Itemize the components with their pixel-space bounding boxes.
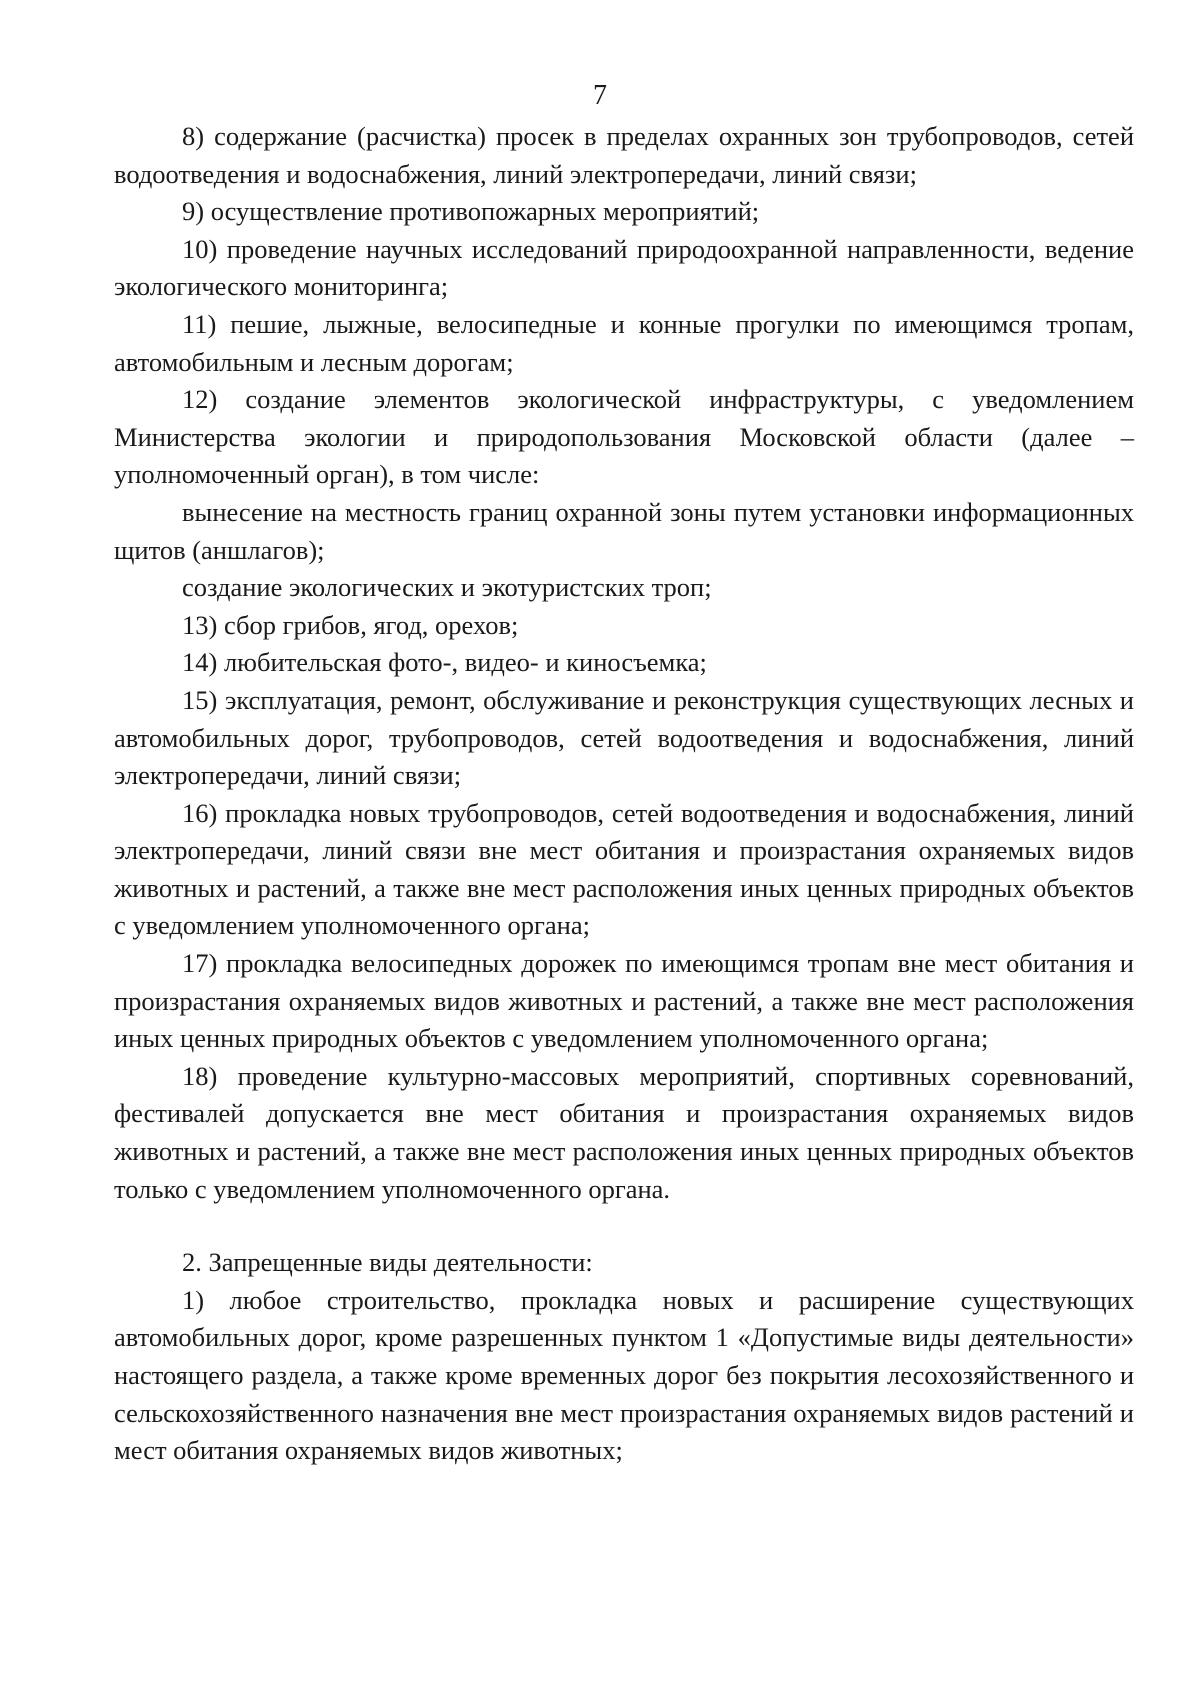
- document-body: [114, 118, 1134, 1470]
- paragraph-item-17: 17) прокладка велосипедных дорожек по имеющимся тропам вне мест обитания и произрастания охраняемых видов животных и растений, а также вне мест расположения иных ценных природных объектов с уведомлением уполномоченного органа;: [114, 948, 1134, 1054]
- paragraph-item-16: 16) прокладка новых трубопроводов, сетей водоотведения и водоснабжения, линий электропередачи, линий связи вне мест обитания и произрастания охраняемых видов животных и растений, а также вне мест расположения иных ценных природных объектов с уведомлением уполномоченного органа;: [114, 797, 1134, 941]
- paragraph-item-15: 15) эксплуатация, ремонт, обслуживание и реконструкция существующих лесных и автомобильных дорог, трубопроводов, сетей водоотведения и водоснабжения, линий электропередачи, линий связи;: [114, 684, 1134, 791]
- prohibited-item-1: 1) любое строительство, прокладка новых и расширение существующих автомобильных дорог, кроме разрешенных пунктом 1 «Допустимые виды деятельности» настоящего раздела, а также кроме временных дорог без покрытия лесохозяйственного и сельскохозяйственного назначения вне мест произрастания охраняемых видов растений и мест обитания охраняемых видов животных;: [114, 1284, 1134, 1466]
- paragraph-item-13: 13) сбор грибов, ягод, орехов;: [182, 609, 519, 640]
- paragraph-item-14: 14) любительская фото-, видео- и киносъемка;: [182, 647, 707, 678]
- paragraph-item-11: 11) пешие, лыжные, велосипедные и конные прогулки по имеющимся тропам, автомобильным и лесным дорогам;: [114, 308, 1134, 377]
- paragraph-item-10: 10) проведение научных исследований природоохранной направленности, ведение экологического мониторинга;: [114, 233, 1134, 302]
- page-number: 7: [593, 80, 607, 111]
- paragraph-item-9: 9) осуществление противопожарных мероприятий;: [182, 196, 760, 227]
- section-heading-prohibited: 2. Запрещенные виды деятельности:: [182, 1247, 593, 1278]
- paragraph-item-8: 8) содержание (расчистка) просек в пределах охранных зон трубопроводов, сетей водоотведения и водоснабжения, линий электропередачи, линий связи;: [114, 121, 1134, 189]
- paragraph-item-12-sub-1: вынесение на местность границ охранной зоны путем установки информационных щитов (аншлагов);: [114, 496, 1134, 565]
- paragraph-item-12: 12) создание элементов экологической инфраструктуры, с уведомлением Министерства экологии и природопользования Московской области (далее – уполномоченный орган), в том числе:: [114, 384, 1134, 490]
- paragraph-item-18: 18) проведение культурно-массовых мероприятий, спортивных соревнований, фестивалей допускается вне мест обитания и произрастания охраняемых видов животных и растений, а также вне мест расположения иных ценных природных объектов только с уведомлением уполномоченного органа.: [114, 1060, 1134, 1204]
- paragraph-item-12-sub-2: создание экологических и экотуристских троп;: [182, 572, 712, 603]
- section-spacer: [114, 1208, 1134, 1244]
